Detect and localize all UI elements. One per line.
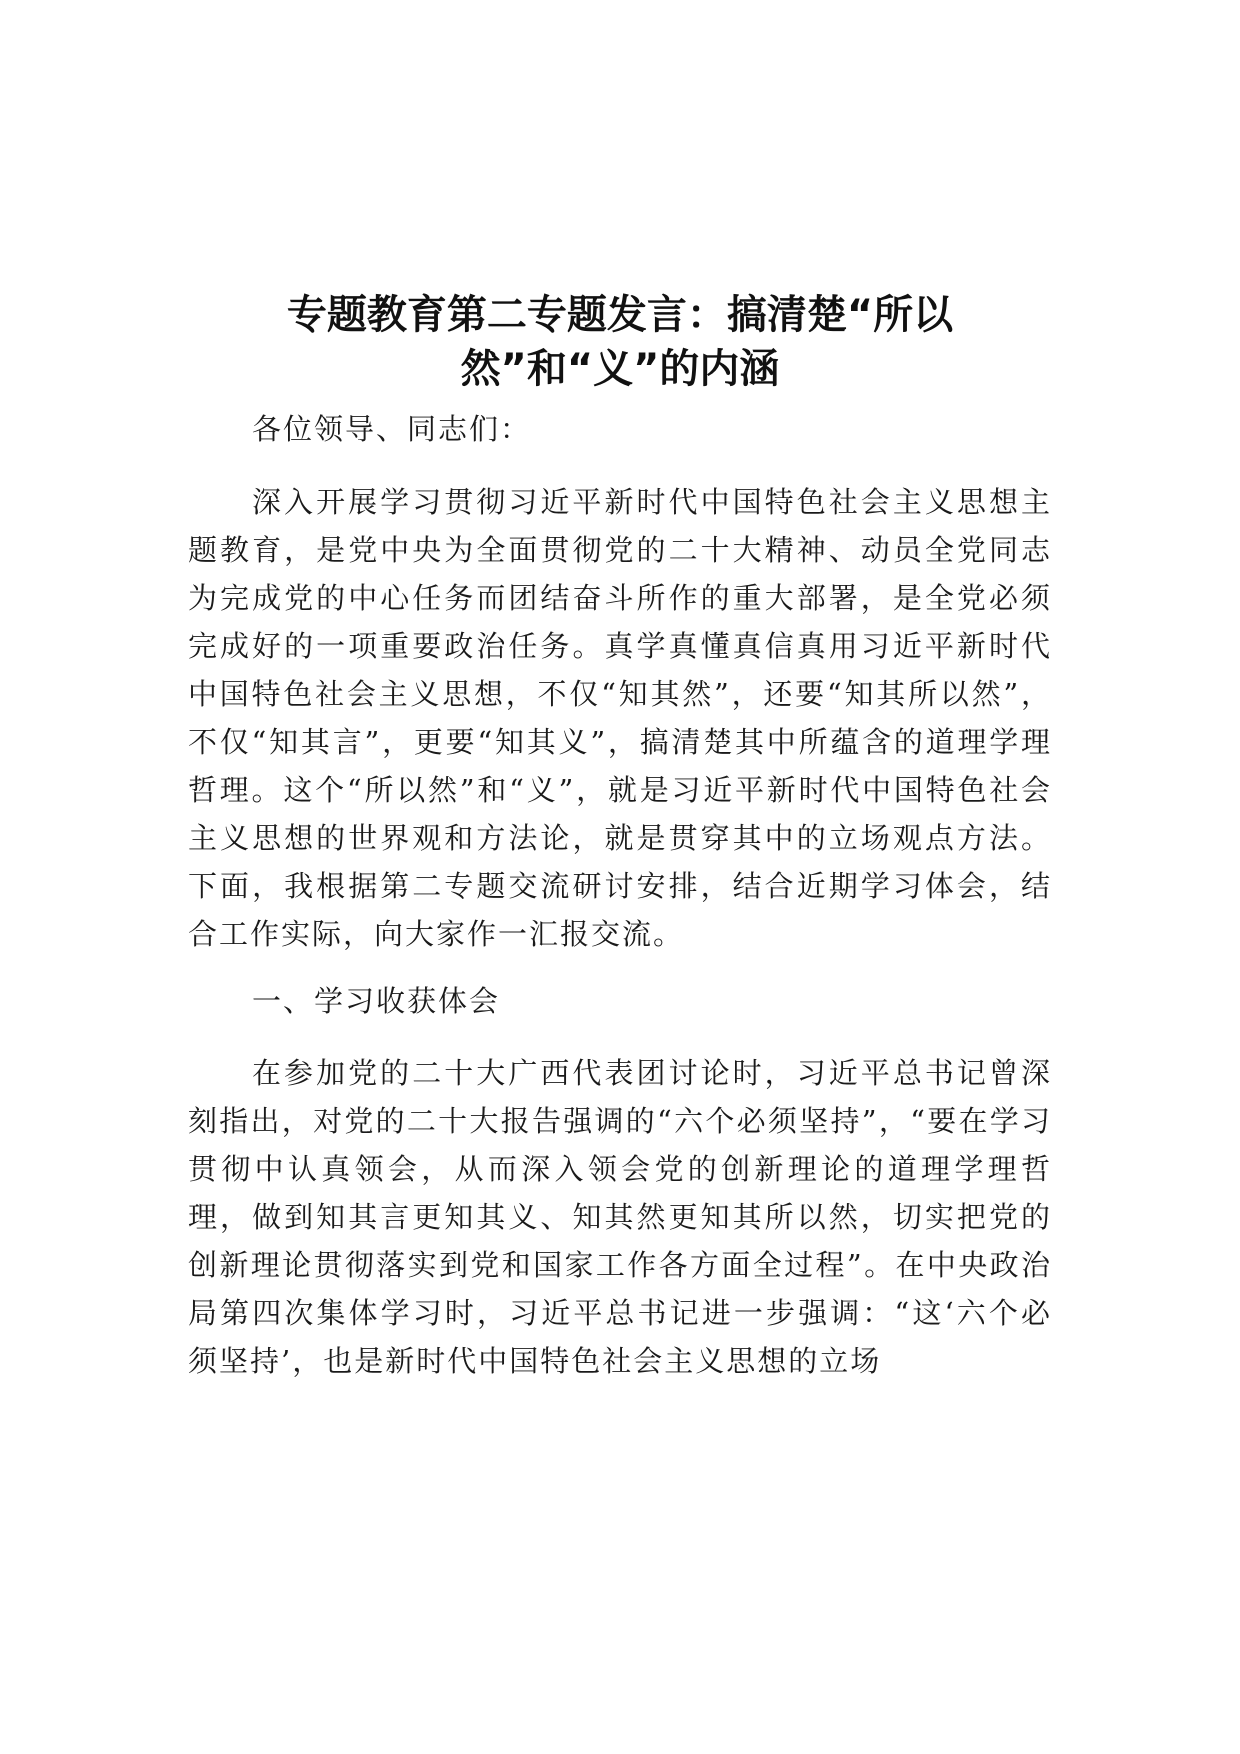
- salutation: 各位领导、同志们：: [252, 412, 532, 446]
- document-title: 专题教育第二专题发言：搞清楚“所以然”和“义”的内涵: [286, 292, 954, 392]
- paragraph-learning: 在参加党的二十大广西代表团讨论时，习近平总书记曾深刻指出，对党的二十大报告强调的“六个必须坚持”，“要在学习贯彻中认真领会，从而深入领会党的创新理论的道理学理哲理，做到知其言更知其义、知其然更知其所以然，切实把党的创新理论贯彻落实到党和国家工作各方面全过程”。在中央政治局第四次集体学习时，习近平总书记进一步强调：“这‘六个必须坚持’，也是新时代中国特色社会主义思想的立场: [188, 1056, 1052, 1378]
- paragraph-intro: 深入开展学习贯彻习近平新时代中国特色社会主义思想主题教育，是党中央为全面贯彻党的二十大精神、动员全党同志为完成党的中心任务而团结奋斗所作的重大部署，是全党必须完成好的一项重要政治任务。真学真懂真信真用习近平新时代中国特色社会主义思想，不仅“知其然”，还要“知其所以然”，不仅“知其言”，更要“知其义”，搞清楚其中所蕴含的道理学理哲理。这个“所以然”和“义”，就是习近平新时代中国特色社会主义思想的世界观和方法论，就是贯穿其中的立场观点方法。下面，我根据第二专题交流研讨安排，结合近期学习体会，结合工作实际，向大家作一汇报交流。: [188, 485, 1052, 951]
- section-heading: 一、学习收获体会: [252, 984, 501, 1018]
